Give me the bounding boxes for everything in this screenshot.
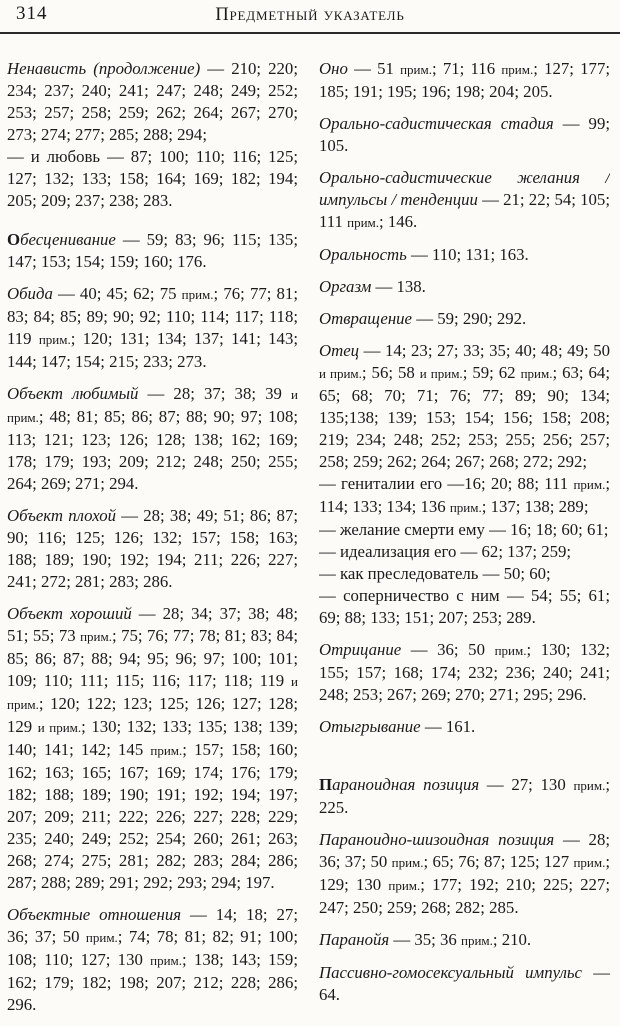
note-abbrev: прим. — [150, 743, 183, 758]
subentry-term: — желание смерти ему — [319, 520, 485, 539]
page-header — [0, 0, 620, 29]
page-refs: — 54; 55; 61; 69; 88; 133; 151; 207; 253; 289. — [319, 586, 610, 627]
note-abbrev: прим. — [150, 953, 183, 968]
page-refs: — 28; 36; 37; 50 прим.; 65; 76; 87; 125; 127 прим.; 129; 130 прим.; 177; 192; 210; 225; 227; 247; 250; 259; 268; 282; 285. — [319, 830, 610, 917]
page-refs: — 21; 22; 54; 105; 111 прим.; 146. — [319, 190, 610, 231]
entry-term: Оно — [319, 59, 348, 78]
page-refs: — 14; 18; 27; 36; 37; 50 прим.; 74; 78; 81; 82; 91; 100; 108; 110; 127; 130 прим.; 138; 143; 159; 162; 179; 182; 198; 207; 212; 228; 286; 296. — [7, 905, 298, 1014]
note-abbrev: и прим. — [7, 674, 298, 712]
page-refs: — 27; 130 прим.; 225. — [319, 775, 610, 817]
index-entry — [319, 167, 610, 234]
note-abbrev: прим. — [573, 778, 606, 793]
page-refs: — 161. — [420, 717, 476, 736]
note-abbrev: прим. — [400, 62, 432, 77]
index-entry — [319, 113, 610, 157]
index-entry — [319, 244, 610, 266]
index-entry — [7, 505, 298, 593]
page-refs: — 138. — [371, 277, 426, 296]
page-refs: —16; 20; 88; 111 прим.; 114; 133; 134; 136 прим.; 137; 138; 289; — [319, 474, 610, 516]
entry-term: Пассивно-гомосексуальный импульс — [319, 963, 582, 982]
entry-term: Объект плохой — [7, 506, 117, 525]
index-entry — [319, 58, 610, 103]
note-abbrev: и прим. — [319, 366, 362, 381]
note-abbrev: и прим. — [419, 366, 463, 381]
page-refs: — 110; 131; 163. — [406, 245, 529, 264]
entry-lead-letter: П — [319, 775, 333, 794]
page-refs: — 99; 105. — [319, 114, 610, 155]
column-right — [319, 58, 610, 1024]
note-abbrev: прим. — [520, 366, 553, 381]
index-entry — [319, 308, 610, 330]
page-refs: — 210; 220; 234; 237; 240; 241; 247; 248; 249; 252; 253; 257; 258; 259; 262; 264; 267; 270; 273; 274; 277; 285; 288; 294; — [7, 59, 298, 144]
note-abbrev: прим. — [494, 643, 527, 658]
page-refs: — 40; 45; 62; 75 прим.; 76; 77; 81; 83; 84; 85; 89; 90; 92; 110; 114; 117; 118; 119 прим.; 120; 131; 134; 137; 141; 143; 144; 147; 154; 215; 233; 273. — [7, 284, 298, 371]
note-abbrev: прим. — [80, 629, 112, 644]
page-refs: — 36; 50 прим.; 130; 132; 155; 157; 168; 174; 232; 236; 240; 241; 248; 253; 267; 269; 270; 271; 295; 296. — [319, 640, 610, 704]
note-abbrev: прим. — [573, 477, 606, 492]
entry-term: Параноидная позиция — [319, 775, 480, 794]
index-entry — [7, 229, 298, 273]
entry-term: Паранойя — [319, 930, 390, 949]
subentry-term: — идеализация его — [319, 542, 457, 561]
entry-term: Оральность — [319, 245, 407, 264]
page-refs: — 35; 36 прим.; 210. — [389, 930, 532, 949]
index-entry — [7, 904, 298, 1016]
entry-term: Объект хороший — [7, 604, 132, 623]
note-abbrev: прим. — [388, 878, 421, 893]
index-columns — [0, 34, 620, 1024]
note-abbrev: прим. — [501, 62, 534, 77]
index-entry — [319, 716, 610, 738]
page-refs: — 28; 34; 37; 38; 48; 51; 55; 73 прим.; 75; 76; 77; 78; 81; 83; 84; 85; 86; 87; 88; 94; 95; 96; 97; 100; 101; 109; 110; 111; 115; 116; 117; 118; 119 и прим.; 120; 122; 123; 125; 126; 127; 128; 129 и прим.; 130; 132; 133; 135; 138; 139; 140; 141; 142; 145 прим.; 157; 158; 160; 162; 163; 165; 167; 169; 174; 176; 179; 182; 188; 189; 190; 191; 192; 194; 197; 207; 209; 211; 222; 226; 227; 228; 229; 235; 240; 249; 252; 254; 260; 261; 263; 268; 274; 275; 281; 282; 283; 284; 286; 287; 288; 289; 291; 292; 293; 294; 197. — [7, 604, 298, 892]
note-abbrev: и прим. — [37, 720, 82, 735]
index-entry — [319, 829, 610, 919]
note-abbrev: прим. — [449, 500, 482, 515]
note-abbrev: прим. — [38, 332, 71, 347]
index-entry — [319, 639, 610, 706]
entry-term: Отец — [319, 341, 360, 360]
entry-term: Отыгрывание — [319, 717, 421, 736]
page-refs: — 62; 137; 259; — [456, 542, 572, 561]
index-entry — [7, 383, 298, 495]
page-refs: — 28; 38; 49; 51; 86; 87; 90; 116; 125; 126; 132; 157; 158; 163; 188; 189; 190; 192; 194; 211; 226; 227; 241; 272; 281; 283; 286. — [7, 506, 298, 591]
entry-term: Отвращение — [319, 309, 413, 328]
page-refs: — 59; 83; 96; 115; 135; 147; 153; 154; 159; 160; 176. — [7, 230, 298, 271]
index-entry — [7, 603, 298, 894]
subentry-term: — гениталии его — [319, 474, 443, 493]
page-refs: — 51 прим.; 71; 116 прим.; 127; 177; 185; 191; 195; 196; 198; 204; 205. — [319, 59, 610, 101]
page-refs: — 59; 290; 292. — [412, 309, 527, 328]
note-abbrev: прим. — [391, 855, 424, 870]
index-entry — [319, 929, 610, 952]
entry-term: Параноидно-шизоидная позиция — [319, 830, 555, 849]
entry-lead-letter: О — [7, 230, 21, 249]
page-refs: — 14; 23; 27; 33; 35; 40; 48; 49; 50 и прим.; 56; 58 и прим.; 59; 62 прим.; 63; 64; 65; 68; 70; 71; 76; 77; 89; 90; 134; 135;138; 139; 153; 154; 156; 158; 208; 219; 234; 248; 252; 253; 255; 256; 257; 258; 259; 262; 264; 267; 268; 272; 292; — [319, 341, 610, 471]
index-entry — [7, 58, 298, 212]
index-entry — [319, 962, 610, 1006]
note-abbrev: прим. — [181, 287, 214, 302]
page-number: 314 — [16, 3, 48, 24]
column-left — [7, 58, 298, 1024]
page-refs: — 87; 100; 110; 116; 125; 127; 132; 133; 158; 164; 169; 182; 194; 205; 209; 237; 238; 283. — [7, 147, 298, 210]
entry-term: Обида — [7, 284, 53, 303]
page-refs: — 50; 60; — [478, 564, 551, 583]
note-abbrev: прим. — [85, 930, 118, 945]
subentry-term: — как преследователь — [319, 564, 479, 583]
entry-term: Объектные отношения — [7, 905, 182, 924]
entry-term: Отрицание — [319, 640, 402, 659]
page-refs: — 16; 18; 60; 61; — [484, 520, 609, 539]
index-entry — [319, 276, 610, 298]
header-title: Предметный указатель — [215, 5, 405, 25]
page-refs: — 28; 37; 38; 39 и прим.; 48; 81; 85; 86; 87; 88; 90; 97; 108; 113; 121; 123; 126; 128; 138; 162; 169; 178; 179; 193; 209; 212; 248; 250; 255; 264; 269; 271; 294. — [7, 384, 298, 493]
entry-term: Орально-садистическая стадия — [319, 114, 554, 133]
note-abbrev: прим. — [461, 933, 493, 948]
subentry-term: — соперничество с ним — [319, 586, 500, 605]
note-abbrev: прим. — [573, 855, 606, 870]
page-refs: — 64. — [319, 963, 610, 1004]
entry-term: Орально-садистические желания / импульсы / тенденции — [319, 168, 610, 209]
note-abbrev: и прим. — [7, 387, 298, 425]
entry-term: Ненависть (продолжение) — [7, 59, 201, 78]
index-entry — [319, 774, 610, 819]
index-entry — [7, 283, 298, 373]
note-abbrev: прим. — [347, 215, 380, 230]
subentry-term: — и любовь — [7, 147, 101, 166]
entry-term: Оргазм — [319, 277, 372, 296]
entry-term: Обесценивание — [7, 230, 116, 249]
entry-term: Объект любимый — [7, 384, 139, 403]
index-entry — [319, 340, 610, 629]
